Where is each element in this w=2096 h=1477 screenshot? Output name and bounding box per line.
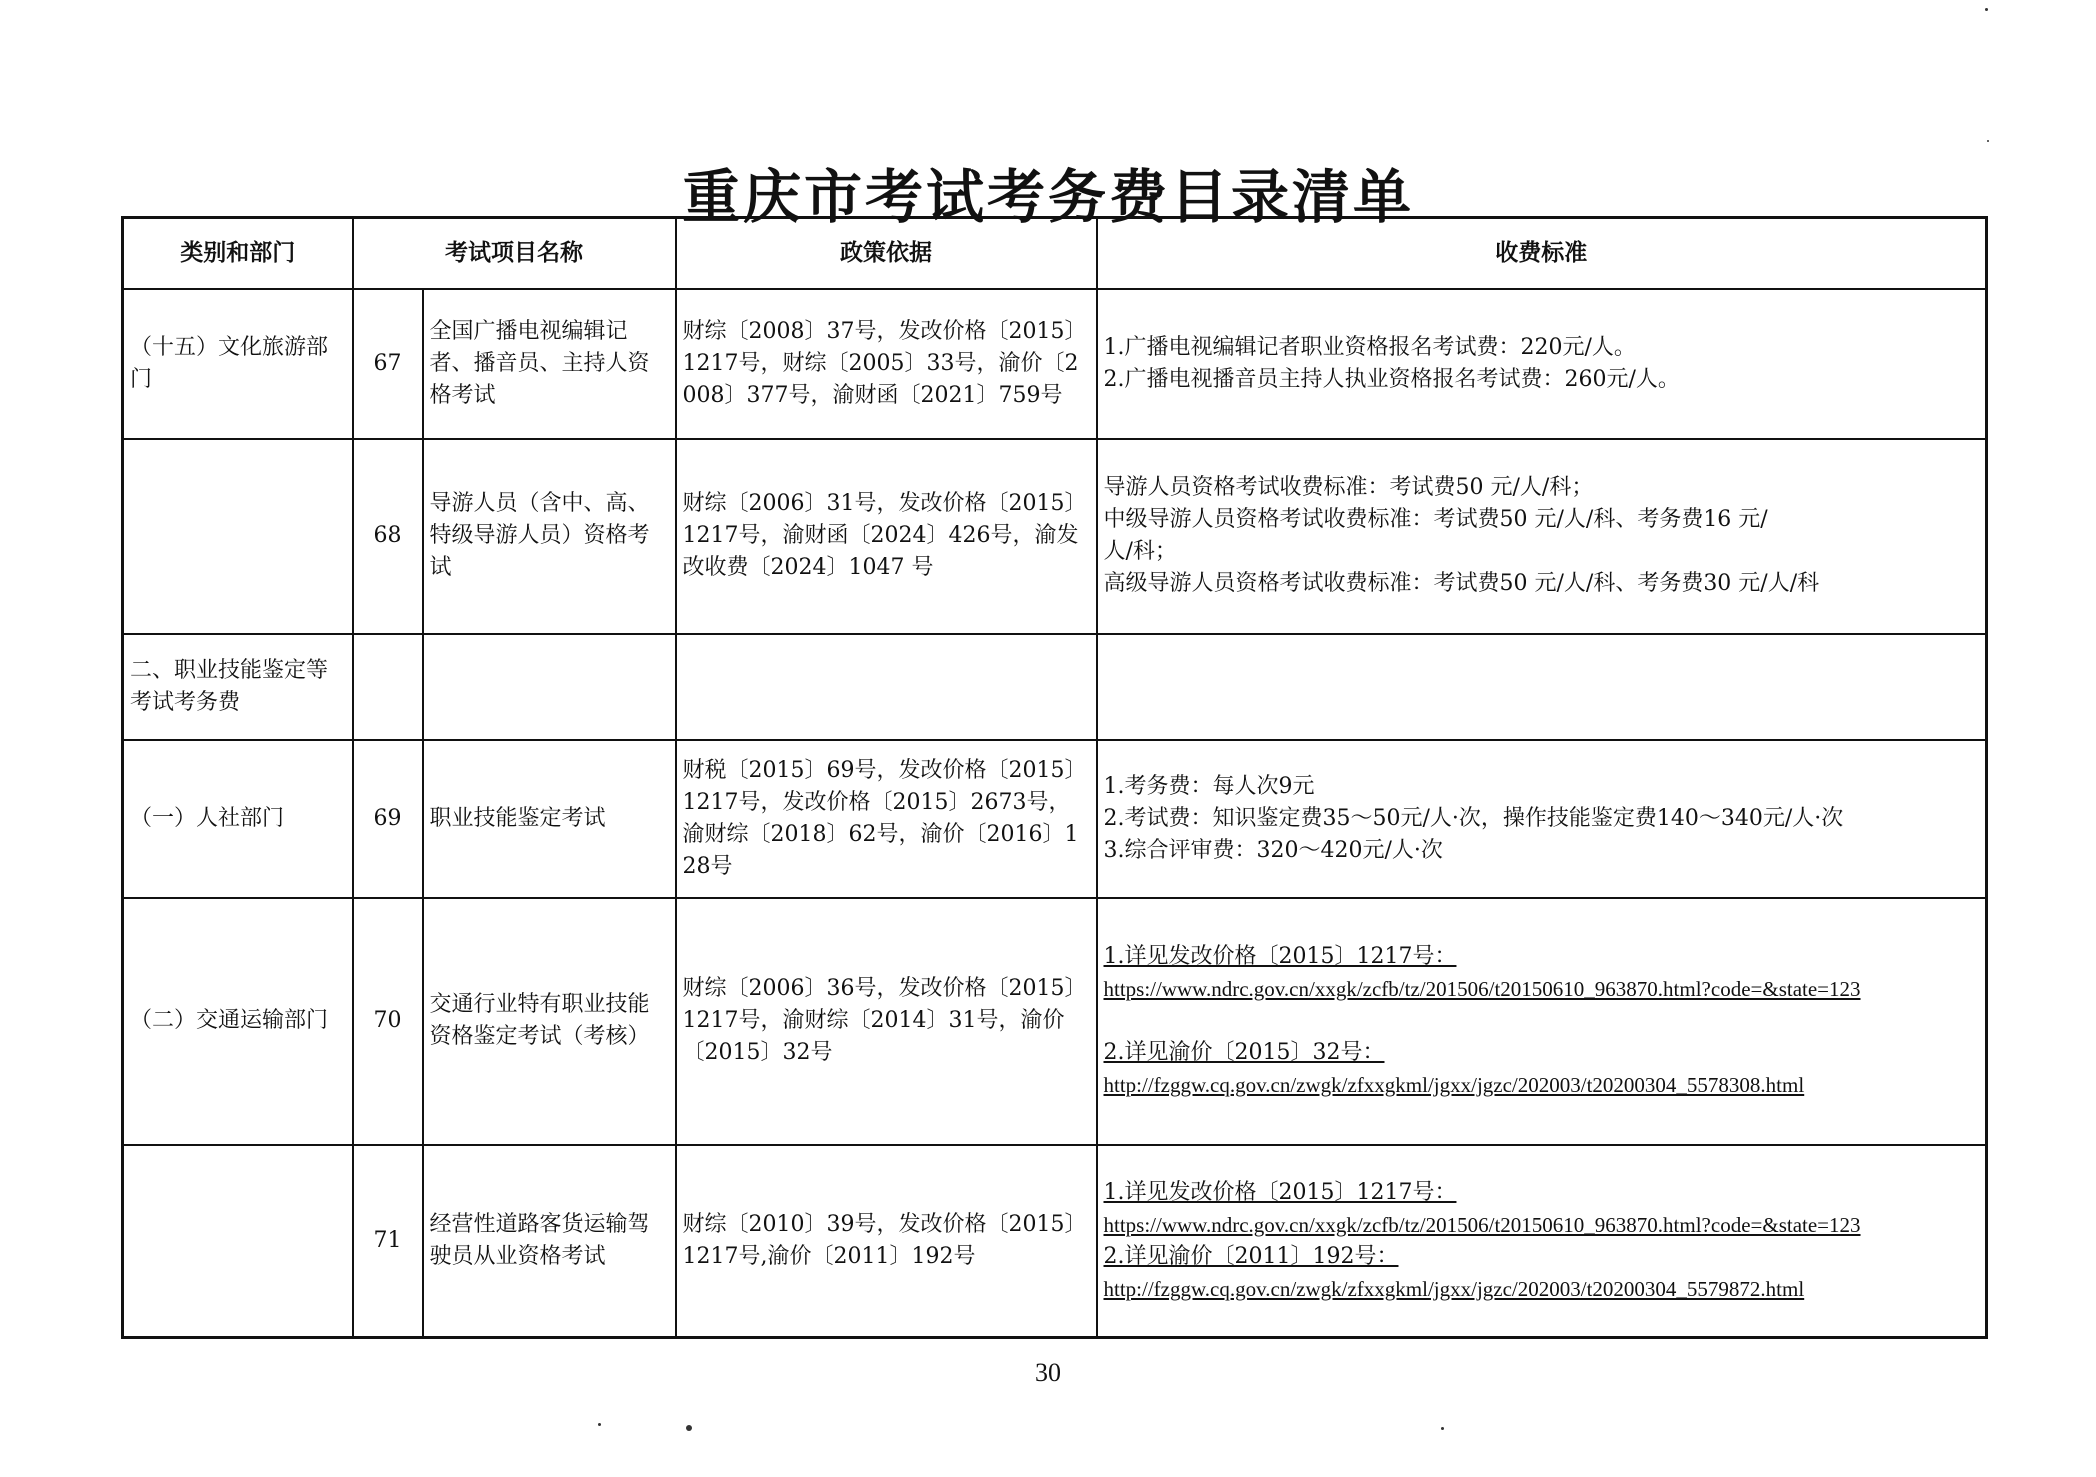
fee-line: 2.考试费：知识鉴定费35～50元/人·次，操作技能鉴定费140～340元/人·次 <box>1103 805 1844 831</box>
table-row <box>123 289 1987 439</box>
policy-link-label[interactable]: 2.详见渝价〔2015〕32号： <box>1103 1040 1385 1065</box>
header-fee-standard: 收费标准 <box>1097 218 1987 289</box>
spacer <box>1104 1005 1980 1037</box>
table-row <box>123 740 1987 898</box>
policy-link-label[interactable]: 1.详见发改价格〔2015〕1217号： <box>1103 944 1457 969</box>
fee-standard-cell <box>1097 1145 1987 1338</box>
policy-link-url[interactable]: http://fzggw.cq.gov.cn/zwgk/zfxxgkml/jgxx/jgzc/202003/t20200304_5578308.html <box>1103 1073 1805 1097</box>
exam-name-cell: 交通行业特有职业技能资格鉴定考试（考核） <box>423 898 676 1145</box>
section-category-cell: 二、职业技能鉴定等考试考务费 <box>123 634 353 740</box>
empty-cell <box>353 634 423 740</box>
fee-standard-cell <box>1097 898 1987 1145</box>
item-number: 69 <box>353 740 423 898</box>
exam-name-cell: 全国广播电视编辑记者、播音员、主持人资格考试 <box>423 289 676 439</box>
fee-standard-cell <box>1097 740 1987 898</box>
item-number: 71 <box>353 1145 423 1338</box>
item-number: 67 <box>353 289 423 439</box>
item-number: 68 <box>353 439 423 634</box>
fee-line: 1.考务费：每人次9元 <box>1103 773 1315 799</box>
exam-name-cell: 导游人员（含中、高、特级导游人员）资格考试 <box>423 439 676 634</box>
fee-standard-cell <box>1097 439 1987 634</box>
empty-cell <box>676 634 1097 740</box>
fee-line: 人/科； <box>1103 539 1177 564</box>
category-cell <box>123 439 353 634</box>
policy-link-label[interactable]: 1.详见发改价格〔2015〕1217号： <box>1103 1179 1457 1205</box>
empty-cell <box>1097 634 1987 740</box>
policy-cell: 财综〔2008〕37号，发改价格〔2015〕1217号，财综〔2005〕33号，渝价〔2008〕377号，渝财函〔2021〕759号 <box>676 289 1097 439</box>
category-cell: （二）交通运输部门 <box>123 898 353 1145</box>
scan-speck <box>1441 1427 1444 1430</box>
page-title: 重庆市考试考务费目录清单 <box>681 163 1414 231</box>
item-number: 70 <box>353 898 423 1145</box>
scan-speck <box>598 1423 601 1426</box>
header-category: 类别和部门 <box>123 218 353 289</box>
table-row <box>123 439 1987 634</box>
policy-link-url[interactable]: http://fzggw.cq.gov.cn/zwgk/zfxxgkml/jgxx/jgzc/202003/t20200304_5579872.html <box>1103 1276 1805 1301</box>
policy-link-label[interactable]: 2.详见渝价〔2011〕192号： <box>1103 1243 1399 1269</box>
header-exam-name: 考试项目名称 <box>353 218 676 289</box>
fee-line: 2.广播电视播音员主持人执业资格报名考试费：260元/人。 <box>1103 366 1680 392</box>
scan-speck <box>1987 140 1989 142</box>
empty-cell <box>423 634 676 740</box>
policy-cell: 财综〔2006〕36号，发改价格〔2015〕1217号，渝财综〔2014〕31号，渝价〔2015〕32号 <box>676 898 1097 1145</box>
policy-cell: 财综〔2006〕31号，发改价格〔2015〕1217号，渝财函〔2024〕426号，渝发改收费〔2024〕1047 号 <box>676 439 1097 634</box>
policy-link-url[interactable]: https://www.ndrc.gov.cn/xxgk/zcfb/tz/201506/t20150610_963870.html?code=&state=123 <box>1103 977 1861 1001</box>
policy-link-url[interactable]: https://www.ndrc.gov.cn/xxgk/zcfb/tz/201506/t20150610_963870.html?code=&state=123 <box>1103 1212 1861 1237</box>
fee-line: 导游人员资格考试收费标准：考试费50 元/人/科； <box>1103 475 1594 500</box>
page-number: 30 <box>1035 1358 1061 1387</box>
fee-standard-cell <box>1097 289 1987 439</box>
category-cell: （十五）文化旅游部门 <box>123 289 353 439</box>
scan-speck <box>1985 8 1988 11</box>
category-cell <box>123 1145 353 1338</box>
scan-speck <box>686 1425 692 1431</box>
category-cell: （一）人社部门 <box>123 740 353 898</box>
policy-cell: 财税〔2015〕69号，发改价格〔2015〕1217号，发改价格〔2015〕2673号，渝财综〔2018〕62号，渝价〔2016〕128号 <box>676 740 1097 898</box>
fee-catalog-table <box>121 216 1988 1339</box>
section-row <box>123 634 1987 740</box>
exam-name-cell: 职业技能鉴定考试 <box>423 740 676 898</box>
table-row <box>123 898 1987 1145</box>
table-header-row <box>123 218 1987 289</box>
fee-line: 1.广播电视编辑记者职业资格报名考试费：220元/人。 <box>1103 334 1636 360</box>
fee-line: 高级导游人员资格考试收费标准：考试费50 元/人/科、考务费30 元/人/科 <box>1103 571 1820 596</box>
table-row <box>123 1145 1987 1338</box>
fee-line: 3.综合评审费：320～420元/人·次 <box>1103 837 1443 863</box>
policy-cell: 财综〔2010〕39号，发改价格〔2015〕1217号,渝价〔2011〕192号 <box>676 1145 1097 1338</box>
exam-name-cell: 经营性道路客货运输驾驶员从业资格考试 <box>423 1145 676 1338</box>
header-policy: 政策依据 <box>676 218 1097 289</box>
fee-line: 中级导游人员资格考试收费标准：考试费50 元/人/科、考务费16 元/ <box>1103 507 1768 532</box>
